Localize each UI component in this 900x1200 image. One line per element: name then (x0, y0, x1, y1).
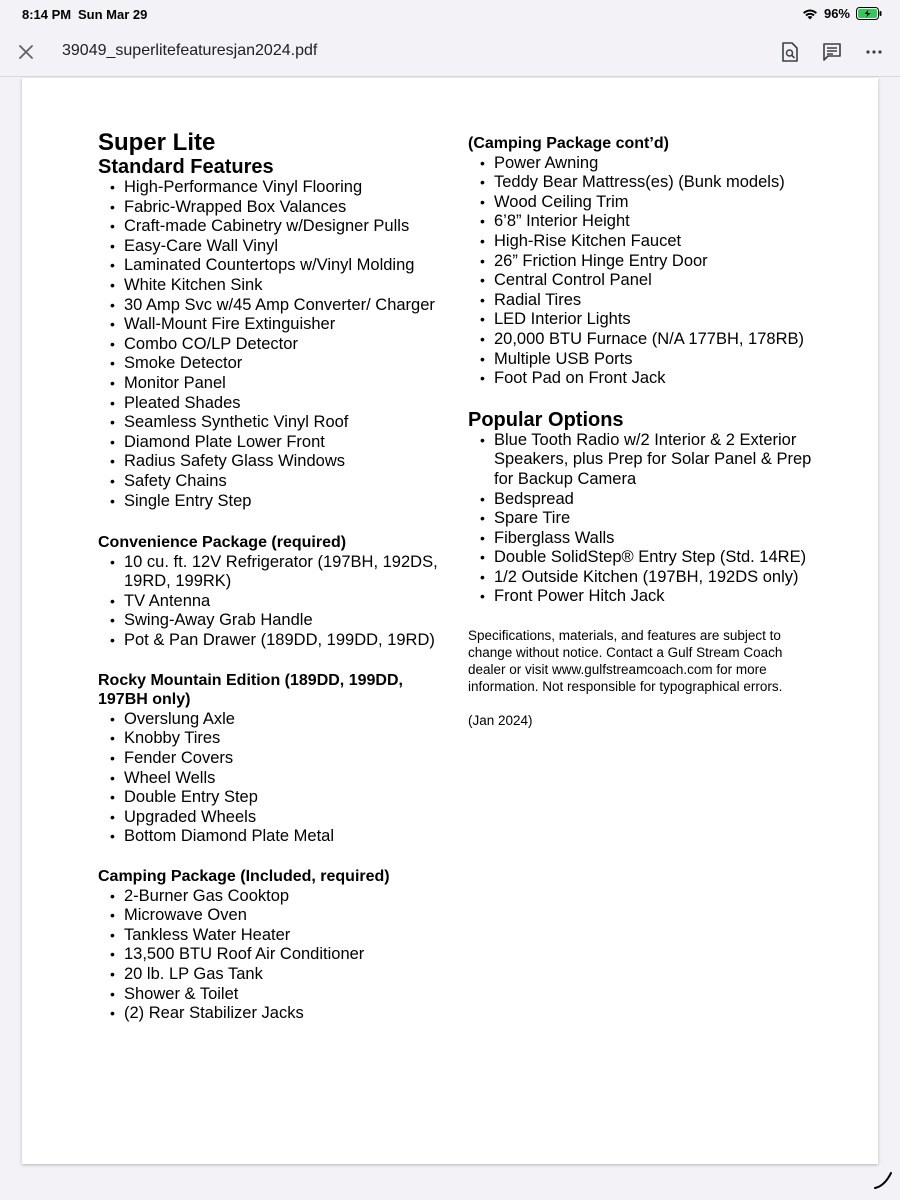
list-item: • 6’8” Interior Height (494, 212, 818, 232)
list-item: • High-Rise Kitchen Faucet (494, 232, 818, 252)
list-item: • Monitor Panel (124, 374, 438, 394)
list-item: • Craft-made Cabinetry w/Designer Pulls (124, 217, 438, 237)
list-item: • 30 Amp Svc w/45 Amp Converter/ Charger (124, 296, 438, 316)
list-item: • Wheel Wells (124, 769, 438, 789)
list-item: • Diamond Plate Lower Front (124, 433, 438, 453)
list-item: • Laminated Countertops w/Vinyl Molding (124, 256, 438, 276)
status-time: 8:14 PM (22, 7, 72, 22)
camping-package-list (98, 887, 438, 1024)
list-item: • Double SolidStep® Entry Step (Std. 14RE) (494, 548, 818, 568)
disclaimer-text: Specifications, materials, and features are subject to change without notice. Contact a Gulf Stream Coach dealer or visit www.gulfstreamcoach.com for more information. Not responsible for typographical errors. (468, 628, 783, 695)
battery-charging-icon (856, 7, 882, 20)
list-item: • Bedspread (494, 490, 818, 510)
list-item: • Fender Covers (124, 749, 438, 769)
list-item: • Upgraded Wheels (124, 808, 438, 828)
close-button[interactable] (14, 40, 38, 64)
camping-package-cont-list (468, 154, 818, 389)
list-item: • Microwave Oven (124, 906, 438, 926)
list-item: • Wood Ceiling Trim (494, 193, 818, 213)
standard-features-heading: Standard Features (98, 156, 274, 178)
list-item: • 20,000 BTU Furnace (N/A 177BH, 178RB) (494, 330, 818, 350)
list-item: • TV Antenna (124, 592, 438, 612)
list-item: • Radius Safety Glass Windows (124, 452, 438, 472)
rocky-mountain-list (98, 710, 438, 847)
list-item: • Safety Chains (124, 472, 438, 492)
list-item: • Single Entry Step (124, 492, 438, 512)
list-item: • Overslung Axle (124, 710, 438, 730)
list-item: • Pleated Shades (124, 394, 438, 414)
list-item: • Foot Pad on Front Jack (494, 369, 818, 389)
list-item: • Power Awning (494, 154, 818, 174)
comment-icon (822, 43, 842, 61)
status-indicators (802, 6, 882, 21)
revision-date: (Jan 2024) (468, 713, 533, 729)
markup-pen-icon[interactable] (872, 1169, 894, 1196)
list-item: • Fiberglass Walls (494, 529, 818, 549)
list-item: • Pot & Pan Drawer (189DD, 199DD, 19RD) (124, 631, 438, 651)
list-item: • Multiple USB Ports (494, 350, 818, 370)
wifi-icon (802, 8, 818, 20)
list-item: • 20 lb. LP Gas Tank (124, 965, 438, 985)
list-item: • (2) Rear Stabilizer Jacks (124, 1004, 438, 1024)
list-item: • Tankless Water Heater (124, 926, 438, 946)
list-item: • Central Control Panel (494, 271, 818, 291)
viewer-toolbar (0, 28, 900, 77)
list-item: • Easy-Care Wall Vinyl (124, 237, 438, 257)
list-item: • Swing-Away Grab Handle (124, 611, 438, 631)
camping-package-heading: Camping Package (Included, required) (98, 868, 390, 885)
list-item: • Double Entry Step (124, 788, 438, 808)
more-horizontal-icon (866, 50, 882, 54)
list-item: • 2-Burner Gas Cooktop (124, 887, 438, 907)
list-item: • Wall-Mount Fire Extinguisher (124, 315, 438, 335)
search-document-button[interactable] (778, 40, 802, 64)
standard-features-list (98, 178, 438, 511)
list-item: • Seamless Synthetic Vinyl Roof (124, 413, 438, 433)
list-item: • 10 cu. ft. 12V Refrigerator (197BH, 192DS, 19RD, 199RK) (124, 553, 438, 592)
list-item: • Fabric-Wrapped Box Valances (124, 198, 438, 218)
popular-options-heading: Popular Options (468, 408, 624, 431)
list-item: • LED Interior Lights (494, 310, 818, 330)
list-item: • Combo CO/LP Detector (124, 335, 438, 355)
popular-options-list (468, 431, 818, 607)
list-item: • Shower & Toilet (124, 985, 438, 1005)
document-heading: Super Lite (98, 129, 216, 156)
battery-percent: 96% (823, 6, 850, 21)
right-column (468, 134, 818, 729)
list-item: • Radial Tires (494, 291, 818, 311)
list-item: • Teddy Bear Mattress(es) (Bunk models) (494, 173, 818, 193)
list-item: • White Kitchen Sink (124, 276, 438, 296)
comments-button[interactable] (820, 40, 844, 64)
list-item: • 26” Friction Hinge Entry Door (494, 252, 818, 272)
list-item: • Bottom Diamond Plate Metal (124, 827, 438, 847)
pdf-page (22, 78, 878, 1164)
list-item: • Front Power Hitch Jack (494, 587, 818, 607)
status-bar (0, 0, 900, 28)
list-item: • Smoke Detector (124, 354, 438, 374)
convenience-package-list (98, 553, 438, 651)
camping-package-cont-heading: (Camping Package cont’d) (468, 135, 669, 152)
list-item: • Spare Tire (494, 509, 818, 529)
list-item: • High-Performance Vinyl Flooring (124, 178, 438, 198)
convenience-package-heading: Convenience Package (required) (98, 534, 347, 552)
rocky-mountain-heading: Rocky Mountain Edition (189DD, 199DD, 197BH only) (98, 671, 403, 709)
list-item: • 1/2 Outside Kitchen (197BH, 192DS only) (494, 568, 818, 588)
list-item: • Blue Tooth Radio w/2 Interior & 2 Exterior Speakers, plus Prep for Solar Panel & Prep for Backup Camera (494, 431, 818, 490)
status-date: Sun Mar 29 (78, 7, 148, 22)
left-column (98, 130, 438, 1024)
close-icon (18, 44, 34, 60)
list-item: • Knobby Tires (124, 729, 438, 749)
more-options-button[interactable] (862, 40, 886, 64)
document-title: 39049_superlitefeaturesjan2024.pdf (62, 42, 318, 59)
list-item: • 13,500 BTU Roof Air Conditioner (124, 945, 438, 965)
document-search-icon (781, 42, 799, 62)
